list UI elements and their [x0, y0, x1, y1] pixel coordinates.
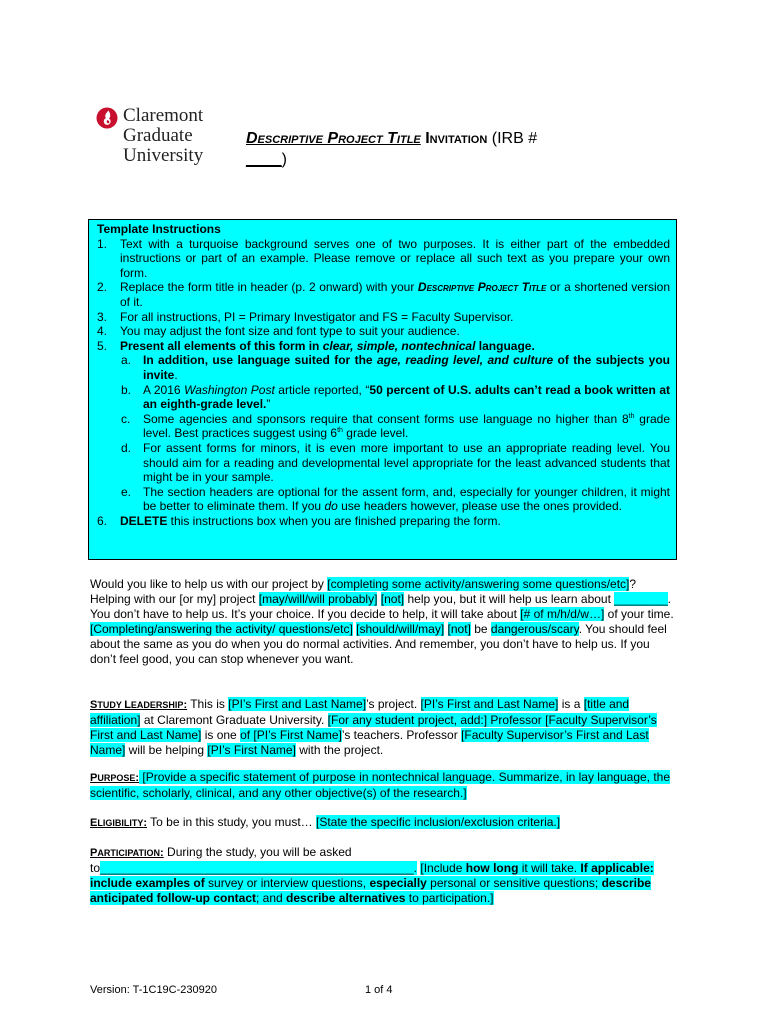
instruction-text: .: [174, 367, 178, 382]
placeholder-highlight: [For any student project, add:] Professor [Faculty Supervisor’s First and Last Name]: [90, 713, 657, 742]
heading-cap: P: [90, 772, 98, 784]
logo-text-line-3: University: [123, 145, 204, 166]
instruction-text: The section headers are optional for the assent form, and, especially for younger children, it might be better to eliminate them. If you: [143, 484, 670, 514]
instruction-number: e.: [121, 484, 132, 499]
instruction-number: a.: [121, 353, 132, 368]
placeholder-highlight: [Completing/answering the activity/ questions/etc]: [90, 622, 353, 636]
instruction-emphasis: clear, simple, nontechnical: [322, 338, 476, 353]
body-text: be: [470, 622, 491, 636]
body-text: This is: [187, 697, 229, 711]
title-invitation: Invitation: [425, 130, 488, 147]
body-text: is a: [558, 697, 584, 711]
title-irb-close: ): [281, 151, 287, 168]
body-text: help you, but it will help us learn about: [404, 592, 615, 606]
heading-colon: :: [143, 817, 148, 829]
instruction-number: 6.: [97, 513, 108, 528]
body-text: To be in this study, you must…: [147, 815, 316, 829]
cgu-flame-logo-icon: [96, 107, 118, 129]
instruction-subitem-c: [97, 412, 670, 441]
placeholder-highlight: [State the specific inclusion/exclusion criteria.]: [315, 815, 561, 829]
instruction-item-2: [97, 280, 670, 309]
page-title: [246, 128, 666, 170]
placeholder-highlight: [not]: [447, 622, 471, 636]
body-text: . You should feel about the same as you do when you do normal activities. And remember, you don’t have to help us. If you don’t feel good, you can stop whenever you want.: [90, 622, 667, 666]
instruction-delete: DELETE: [120, 513, 168, 528]
heading-cap: S: [90, 699, 98, 711]
instruction-item-1: [97, 237, 670, 281]
heading-smallcaps: EADERSHIP: [130, 700, 184, 710]
placeholder-highlight: [PI’s First and Last Name]: [420, 697, 559, 711]
superscript: th: [628, 412, 635, 420]
participation-section: [90, 845, 674, 906]
instruction-item-4: [97, 324, 670, 339]
body-text: at Claremont Graduate University.: [140, 713, 328, 727]
instruction-emphasis: do: [324, 499, 338, 514]
instruction-subitem-e: [97, 485, 670, 514]
eligibility-section: [90, 815, 674, 831]
heading-cap: E: [90, 817, 98, 829]
section-heading-study-leadership: [90, 699, 187, 711]
placeholder-highlight: [PI’s First and Last Name]: [228, 697, 367, 711]
body-text: ; and: [256, 891, 287, 905]
bold-text: describe anticipated follow-up contact: [90, 876, 651, 905]
heading-cap: L: [124, 699, 131, 711]
heading-smallcaps: ARTICIPATION: [97, 848, 161, 858]
instruction-text: You may adjust the font size and font type to suit your audience.: [120, 324, 460, 339]
placeholder-highlight: [# of m/h/d/w…]: [520, 607, 605, 621]
body-text: . You don’t have to help us. It’s your choice. If you decide to help, it will take about: [90, 592, 672, 621]
placeholder-highlight: ________: [614, 592, 668, 606]
bold-text: describe alternatives: [286, 891, 406, 905]
heading-smallcaps: TUDY: [97, 700, 125, 710]
instruction-subitem-b: [97, 383, 670, 412]
section-heading-purpose: [90, 772, 139, 784]
title-irb-label: (IRB #: [491, 130, 538, 147]
body-text: will be helping: [125, 743, 208, 757]
body-text: to participation.]: [405, 891, 494, 905]
instruction-item-6: [97, 514, 670, 529]
placeholder-highlight: [PI’s First Name]: [207, 743, 296, 757]
instruction-emphasis: Descriptive Project Title: [417, 280, 547, 295]
section-heading-eligibility: [90, 817, 147, 829]
instruction-number: b.: [121, 382, 132, 397]
instruction-text: this instructions box when you are finished preparing the form.: [167, 513, 501, 528]
section-heading-participation: [90, 847, 164, 859]
title-irb-blank: ____: [246, 151, 282, 168]
instruction-number: 4.: [97, 324, 108, 339]
instruction-text: or a shortened version of it.: [120, 280, 670, 309]
heading-colon: :: [160, 847, 164, 859]
invitation-paragraph: [90, 577, 674, 667]
body-text: it will take.: [518, 861, 581, 875]
placeholder-highlight: [may/will/will probably]: [258, 592, 378, 606]
body-text: During the study, you will be asked to: [90, 845, 352, 875]
instruction-text: Present all elements of this form in: [120, 338, 323, 353]
instruction-number: d.: [121, 440, 132, 455]
logo-text-line-1: Claremont: [123, 105, 204, 126]
instruction-text: In addition, use language suited for the: [143, 353, 377, 368]
placeholder-highlight: [Faculty Supervisor’s First and Last Name]: [90, 728, 649, 757]
body-text: Would you like to help us with our project by: [90, 577, 328, 591]
bold-text: how long: [465, 861, 519, 875]
footer-version: Version: T-1C19C-230920: [90, 984, 217, 996]
placeholder-highlight: [not]: [380, 592, 405, 606]
template-instructions-box: [88, 219, 677, 560]
instruction-emphasis: Washington Post: [184, 382, 275, 397]
logo-text-line-2: Graduate: [123, 125, 193, 146]
instruction-subitem-d: [97, 441, 670, 485]
instruction-quote: 50 percent of U.S. adults can’t read a book written at an eighth-grade level.: [143, 382, 670, 412]
placeholder-highlight: of [PI’s First Name]: [240, 728, 342, 742]
instruction-emphasis: age, reading level, and culture: [376, 353, 554, 368]
instruction-text: Some agencies and sponsors require that consent forms use language no higher than 8: [143, 411, 629, 426]
bold-text: especially: [369, 876, 427, 890]
instruction-text: For all instructions, PI = Primary Investigator and FS = Faculty Supervisor.: [120, 309, 514, 324]
body-text: personal or sensitive questions;: [426, 876, 602, 890]
heading-smallcaps: LIGIBILITY: [97, 818, 144, 828]
purpose-section: [90, 770, 674, 801]
instruction-number: 5.: [97, 338, 108, 353]
heading-smallcaps: URPOSE: [97, 773, 136, 783]
placeholder-highlight: dangerous/scary: [490, 622, 579, 636]
instruction-text: article reported, “: [274, 382, 370, 397]
instruction-text: ”: [266, 397, 271, 412]
study-leadership-section: [90, 697, 674, 758]
placeholder-highlight: _______________________________________________.: [100, 861, 418, 875]
instruction-text: grade level. Best practices suggest using 6: [143, 411, 670, 441]
instructions-list: [97, 237, 670, 529]
instruction-text: Text with a turquoise background serves one of two purposes. It is either part of the embedded instructions or part of an example. Please remove or replace all such text as you prepare your own form.: [120, 236, 670, 280]
body-text: [Include: [420, 861, 466, 875]
instruction-text: Replace the form title in header (p. 2 onward) with your: [120, 280, 418, 295]
instruction-number: 3.: [97, 309, 108, 324]
bold-text: If applicable: include examples of: [90, 861, 654, 890]
placeholder-highlight: [should/will/may]: [356, 622, 445, 636]
heading-colon: :: [135, 772, 140, 784]
body-text: is one: [201, 728, 241, 742]
instruction-item-5: [97, 339, 670, 354]
body-text: ’s project.: [366, 697, 421, 711]
placeholder-highlight: [title and affiliation]: [90, 697, 630, 727]
instruction-text: use headers however, please use the ones provided.: [337, 499, 622, 514]
cgu-logo: [96, 106, 226, 168]
instruction-text: language.: [475, 338, 535, 353]
heading-cap: P: [90, 847, 98, 859]
placeholder-highlight: [Provide a specific statement of purpose in nontechnical language. Summarize, in lay language, the scientific, scholarly, clinical, and any other objective(s) of the research.]: [90, 770, 671, 800]
heading-colon: :: [183, 699, 188, 711]
instruction-subitem-a: [97, 353, 670, 382]
instruction-number: c.: [121, 411, 131, 426]
footer-page-number: 1 of 4: [365, 984, 393, 996]
placeholder-highlight: [completing some activity/answering some questions/etc]: [327, 577, 630, 591]
superscript: th: [337, 427, 343, 435]
body-text: of your time.: [604, 607, 674, 621]
instruction-number: 2.: [97, 280, 108, 295]
body-text: with the project.: [295, 743, 384, 757]
instruction-number: 1.: [97, 236, 108, 251]
body-text: survey or interview questions,: [204, 876, 370, 890]
instruction-text: A 2016: [143, 382, 185, 397]
instructions-heading: Template Instructions: [97, 222, 221, 236]
instruction-text: grade level.: [342, 426, 409, 441]
instruction-item-3: [97, 310, 670, 325]
title-project-title: Descriptive Project Title: [246, 130, 421, 147]
body-text: ? Helping with our [or my] project: [90, 577, 637, 606]
instruction-text: of the subjects you invite: [143, 353, 671, 382]
instruction-text: For assent forms for minors, it is even more important to use an appropriate reading level. You should aim for a reading and developmental level appropriate for the least advanced students that might be in your sample.: [143, 440, 670, 485]
body-text: ’s teachers. Professor: [341, 728, 462, 742]
